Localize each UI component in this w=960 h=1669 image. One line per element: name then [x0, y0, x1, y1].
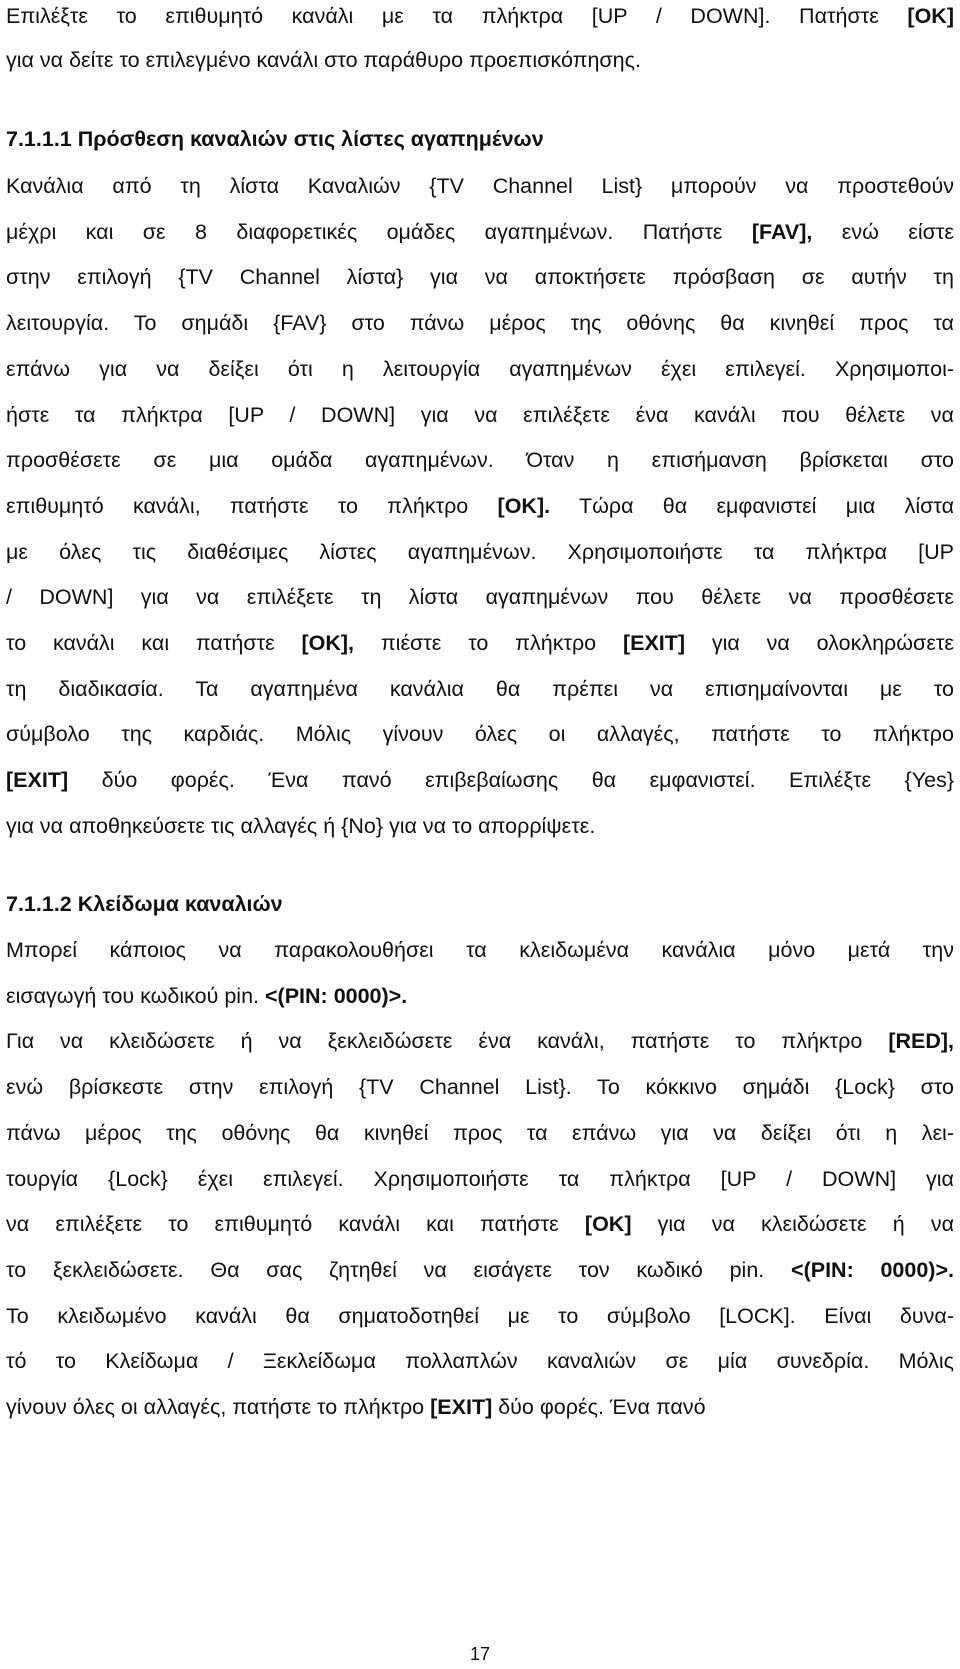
favorites-line-8-segment-1: επιθυμητό κανάλι, πατήστε το πλήκτρο [6, 493, 498, 518]
page-number: 17 [469, 1644, 491, 1664]
favorites-line-1 [6, 172, 954, 200]
favorites-line-2-segment-3: ενώ είστε [812, 219, 954, 244]
lock-line-8 [6, 1256, 954, 1284]
lock-line-2 [6, 982, 956, 1010]
lock-line-10-segment-1: τό το Κλείδωμα / Ξεκλείδωμα πολλαπλών καναλιών σε μία συνεδρία. Μόλις [6, 1349, 954, 1374]
lock-line-4-segment-1: ενώ βρίσκεστε στην επιλογή {TV Channel List}. Το κόκκινο σημάδι {Lock} στο [6, 1075, 954, 1100]
favorites-line-6-segment-1: ήστε τα πλήκτρα [UP / DOWN] για να επιλέξετε ένα κανάλι που θέλετε να [6, 402, 954, 427]
section-heading-favorites [6, 125, 956, 153]
lock-line-1-segment-1: Μπορεί κάποιος να παρακολουθήσει τα κλειδωμένα κανάλια μόνο μετά την [6, 938, 954, 962]
lock-line-9-segment-1: Το κλειδωμένο κανάλι θα σηματοδοτηθεί με το σύμβολο [LOCK]. Είναι δυνα- [6, 1303, 954, 1328]
favorites-line-12-segment-1: τη διαδικασία. Τα αγαπημένα κανάλια θα πρέπει να επισημαίνονται με το [6, 676, 954, 701]
favorites-line-15 [6, 812, 956, 840]
favorites-line-2 [6, 218, 954, 246]
lock-line-8-segment-1: το ξεκλειδώσετε. Θα σας ζητηθεί να εισάγετε τον κωδικό pin. [6, 1257, 792, 1282]
lock-line-3 [6, 1027, 954, 1055]
favorites-line-9 [6, 538, 954, 566]
favorites-line-2-segment-2: [FAV], [751, 219, 813, 244]
favorites-line-14-segment-2: δύο φορές. Ένα πανό επιβεβαίωσης θα εμφανιστεί. Επιλέξτε {Yes} [68, 768, 954, 793]
favorites-line-5 [6, 355, 954, 383]
favorites-line-11-segment-3: πιέστε το πλήκτρο [354, 631, 623, 655]
lock-line-6-segment-1: τουργία {Lock} έχει επιλεγεί. Χρησιμοποιήστε τα πλήκτρα [UP / DOWN] για [6, 1166, 954, 1191]
intro-line-1-text: Επιλέξτε το επιθυμητό κανάλι με τα πλήκτρα [UP / DOWN]. Πατήστε [6, 4, 908, 28]
lock-line-7-segment-1: να επιλέξετε το επιθυμητό κανάλι και πατήστε [6, 1212, 585, 1237]
lock-line-6 [6, 1165, 954, 1193]
favorites-line-11 [6, 629, 954, 657]
favorites-line-11-segment-2: [OK], [301, 631, 355, 655]
favorites-line-4-segment-1: λειτουργία. Το σημάδι {FAV} στο πάνω μέρος της οθόνης θα κινηθεί προς τα [6, 311, 954, 336]
lock-line-5-segment-1: πάνω μέρος της οθόνης θα κινηθεί προς τα επάνω για να δείξει ότι η λει- [6, 1120, 954, 1145]
lock-line-7-segment-3: για να κλειδώσετε ή να [631, 1212, 954, 1237]
favorites-line-8-segment-2: [OK]. [497, 493, 551, 518]
section-heading-lock-text: 7.1.1.2 Κλείδωμα καναλιών [6, 892, 283, 916]
intro-line-2-text: για να δείτε το επιλεγμένο κανάλι στο παράθυρο προεπισκόπησης. [6, 48, 641, 72]
favorites-line-5-segment-1: επάνω για να δείξει ότι η λειτουργία αγαπημένων έχει επιλεγεί. Χρησιμοποι- [6, 356, 954, 381]
favorites-line-15-segment-1: για να αποθηκεύσετε τις αλλαγές ή {No} για να το απορρίψετε. [6, 813, 596, 838]
lock-line-11-segment-3: δύο φορές. Ένα πανό [492, 1395, 706, 1419]
intro-line-1 [6, 2, 954, 30]
favorites-line-13-segment-1: σύμβολο της καρδιάς. Μόλις γίνουν όλες οι αλλαγές, πατήστε το πλήκτρο [6, 722, 954, 747]
favorites-line-14 [6, 766, 954, 794]
intro-line-1-bold: [OK] [907, 4, 954, 28]
favorites-line-12 [6, 675, 954, 703]
favorites-line-8-segment-3: Τώρα θα εμφανιστεί μια λίστα [550, 493, 954, 518]
lock-line-3-segment-1: Για να κλειδώσετε ή να ξεκλειδώσετε ένα κανάλι, πατήστε το πλήκτρο [6, 1029, 889, 1054]
lock-line-8-segment-2: <(PIN: 0000)>. [791, 1257, 954, 1282]
lock-line-5 [6, 1119, 954, 1147]
favorites-line-1-segment-1: Κανάλια από τη λίστα Καναλιών {TV Channel List} μπορούν να προστεθούν [6, 174, 954, 198]
favorites-line-11-segment-4: [EXIT] [622, 631, 686, 655]
favorites-line-3 [6, 263, 954, 291]
favorites-line-13 [6, 720, 954, 748]
lock-line-10 [6, 1347, 954, 1375]
lock-line-7-segment-2: [OK] [584, 1212, 632, 1237]
lock-line-11-segment-2: [EXIT] [430, 1395, 493, 1419]
favorites-line-3-segment-1: στην επιλογή {TV Channel λίστα} για να αποκτήσετε πρόσβαση σε αυτήν τη [6, 265, 954, 290]
favorites-line-11-segment-1: το κανάλι και πατήστε [6, 631, 302, 655]
lock-line-4 [6, 1073, 954, 1101]
lock-line-2-segment-1: εισαγωγή του κωδικού pin. [6, 983, 265, 1008]
favorites-line-4 [6, 309, 954, 337]
lock-line-7 [6, 1210, 954, 1238]
favorites-line-11-segment-5: για να ολοκληρώσετε [685, 631, 954, 655]
section-heading-lock [6, 890, 956, 918]
lock-line-1 [6, 936, 954, 964]
favorites-line-6 [6, 401, 954, 429]
lock-line-2-segment-2: <(PIN: 0000)>. [265, 983, 408, 1008]
favorites-line-7 [6, 446, 954, 474]
lock-line-11 [6, 1393, 956, 1421]
lock-line-11-segment-1: γίνουν όλες οι αλλαγές, πατήστε το πλήκτρο [6, 1395, 431, 1419]
favorites-line-14-segment-1: [EXIT] [6, 768, 69, 793]
favorites-line-10-segment-1: / DOWN] για να επιλέξετε τη λίστα αγαπημένων που θέλετε να προσθέσετε [6, 585, 954, 610]
favorites-line-10 [6, 583, 954, 611]
intro-line-2 [6, 46, 956, 74]
favorites-line-2-segment-1: μέχρι και σε 8 διαφορετικές ομάδες αγαπημένων. Πατήστε [6, 219, 752, 244]
lock-line-9 [6, 1302, 954, 1330]
favorites-line-9-segment-1: με όλες τις διαθέσιμες λίστες αγαπημένων. Χρησιμοποιήστε τα πλήκτρα [UP [6, 539, 954, 564]
lock-line-3-segment-2: [RED], [888, 1029, 954, 1054]
favorites-line-8 [6, 492, 954, 520]
section-heading-favorites-text: 7.1.1.1 Πρόσθεση καναλιών στις λίστες αγαπημένων [6, 127, 544, 151]
favorites-line-7-segment-1: προσθέσετε σε μια ομάδα αγαπημένων. Όταν η επισήμανση βρίσκεται στο [6, 448, 954, 473]
